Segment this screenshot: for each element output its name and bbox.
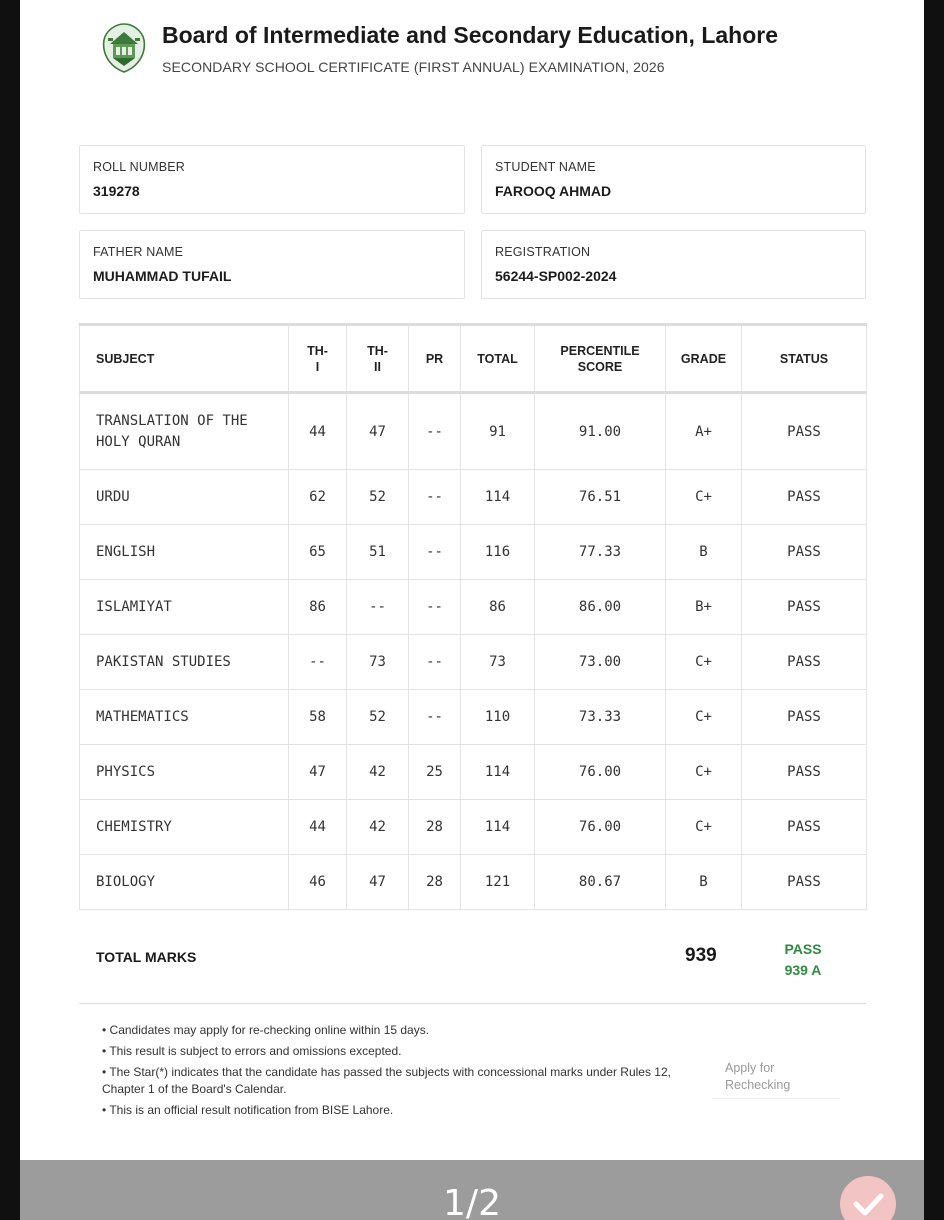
th2-cell: -- — [347, 580, 409, 635]
student-name-value: FAROOQ AHMAD — [495, 183, 612, 199]
total-marks-value: 939 — [685, 945, 717, 966]
subject-cell: CHEMISTRY — [80, 800, 289, 855]
col-percentile-line2: SCORE — [577, 359, 623, 374]
col-percentile-line1: PERCENTILE — [560, 343, 640, 358]
pr-cell: 28 — [409, 800, 461, 855]
grade-cell: B — [666, 855, 742, 910]
status-cell: PASS — [742, 635, 867, 690]
total-cell: 114 — [461, 745, 535, 800]
grade-cell: C+ — [666, 800, 742, 855]
pr-cell: 25 — [409, 745, 461, 800]
total-cell: 110 — [461, 690, 535, 745]
grade-cell: B+ — [666, 580, 742, 635]
status-cell: PASS — [742, 470, 867, 525]
roll-number-value: 319278 — [93, 183, 140, 199]
registration-value: 56244-SP002-2024 — [495, 268, 617, 284]
note-item: • This is an official result notification from BISE Lahore. — [102, 1102, 702, 1119]
status-cell: PASS — [742, 690, 867, 745]
percentile-cell: 73.33 — [535, 690, 666, 745]
pr-cell: -- — [409, 635, 461, 690]
subject-cell: TRANSLATION OF THE HOLY QURAN — [80, 393, 289, 470]
page-navigation-bar — [20, 1160, 924, 1220]
table-row — [80, 393, 867, 470]
total-marks-label: TOTAL MARKS — [96, 949, 197, 965]
results-table — [79, 323, 867, 910]
grade-cell: C+ — [666, 635, 742, 690]
percentile-cell: 76.00 — [535, 800, 666, 855]
result-page — [20, 0, 924, 1160]
note-item: • This result is subject to errors and omissions excepted. — [102, 1043, 702, 1060]
pr-cell: 28 — [409, 855, 461, 910]
col-grade: GRADE — [666, 325, 742, 393]
table-row — [80, 580, 867, 635]
total-cell: 73 — [461, 635, 535, 690]
grade-cell: B — [666, 525, 742, 580]
table-row — [80, 800, 867, 855]
father-name-label: FATHER NAME — [93, 245, 184, 259]
bise-lahore-emblem-icon — [102, 22, 146, 74]
col-total: TOTAL — [461, 325, 535, 393]
percentile-cell: 91.00 — [535, 393, 666, 470]
result-notes — [102, 1022, 702, 1123]
subject-cell: ISLAMIYAT — [80, 580, 289, 635]
percentile-cell: 86.00 — [535, 580, 666, 635]
page-indicator: 1/2 — [443, 1183, 501, 1220]
th1-cell: 62 — [289, 470, 347, 525]
col-th2-line1: TH- — [367, 343, 388, 358]
percentile-cell: 73.00 — [535, 635, 666, 690]
table-row — [80, 690, 867, 745]
roll-number-card — [79, 145, 465, 214]
th1-cell: 86 — [289, 580, 347, 635]
col-th1-line1: TH- — [307, 343, 328, 358]
board-title: Board of Intermediate and Secondary Education, Lahore — [162, 22, 779, 48]
th2-cell: 42 — [347, 800, 409, 855]
table-row — [80, 525, 867, 580]
confirm-button[interactable] — [840, 1176, 896, 1220]
total-cell: 114 — [461, 800, 535, 855]
total-cell: 116 — [461, 525, 535, 580]
apply-rechecking-button[interactable]: Apply for Rechecking — [713, 1058, 840, 1099]
percentile-cell: 76.51 — [535, 470, 666, 525]
table-row — [80, 855, 867, 910]
check-icon — [840, 1176, 896, 1220]
subject-cell: MATHEMATICS — [80, 690, 289, 745]
th1-cell: -- — [289, 635, 347, 690]
col-status: STATUS — [742, 325, 867, 393]
th2-cell: 73 — [347, 635, 409, 690]
col-th2 — [347, 325, 409, 393]
col-percentile — [535, 325, 666, 393]
th1-cell: 44 — [289, 800, 347, 855]
father-name-value: MUHAMMAD TUFAIL — [93, 268, 232, 284]
th1-cell: 44 — [289, 393, 347, 470]
table-row — [80, 745, 867, 800]
subject-cell: PHYSICS — [80, 745, 289, 800]
subject-cell: BIOLOGY — [80, 855, 289, 910]
father-name-card — [79, 230, 465, 299]
status-cell: PASS — [742, 525, 867, 580]
overall-grade-text: 939 A — [784, 962, 822, 978]
th1-cell: 46 — [289, 855, 347, 910]
pr-cell: -- — [409, 470, 461, 525]
col-th1 — [289, 325, 347, 393]
table-row — [80, 635, 867, 690]
pr-cell: -- — [409, 580, 461, 635]
student-name-card — [481, 145, 866, 214]
pr-cell: -- — [409, 525, 461, 580]
registration-label: REGISTRATION — [495, 245, 591, 259]
th2-cell: 42 — [347, 745, 409, 800]
roll-number-label: ROLL NUMBER — [93, 160, 186, 174]
table-header-row — [80, 325, 867, 393]
note-item: • The Star(*) indicates that the candidate has passed the subjects with concessional marks under Rules 12, Chapter 1 of the Board's Calendar. — [102, 1064, 702, 1098]
col-subject: SUBJECT — [80, 325, 289, 393]
exam-title: SECONDARY SCHOOL CERTIFICATE (FIRST ANNUAL) EXAMINATION, 2026 — [162, 59, 665, 75]
total-marks-row — [79, 928, 866, 1004]
th2-cell: 47 — [347, 393, 409, 470]
note-item: • Candidates may apply for re-checking online within 15 days. — [102, 1022, 702, 1039]
status-cell: PASS — [742, 580, 867, 635]
grade-cell: C+ — [666, 690, 742, 745]
status-cell: PASS — [742, 393, 867, 470]
grade-cell: C+ — [666, 470, 742, 525]
col-pr: PR — [409, 325, 461, 393]
total-cell: 91 — [461, 393, 535, 470]
student-name-label: STUDENT NAME — [495, 160, 596, 174]
overall-status-text: PASS — [784, 941, 822, 957]
overall-status — [763, 939, 843, 981]
total-cell: 114 — [461, 470, 535, 525]
grade-cell: A+ — [666, 393, 742, 470]
th1-cell: 47 — [289, 745, 347, 800]
col-th1-line2: I — [315, 359, 320, 374]
page-header — [102, 22, 862, 78]
status-cell: PASS — [742, 855, 867, 910]
table-row — [80, 470, 867, 525]
th1-cell: 58 — [289, 690, 347, 745]
grade-cell: C+ — [666, 745, 742, 800]
percentile-cell: 77.33 — [535, 525, 666, 580]
total-cell: 86 — [461, 580, 535, 635]
th2-cell: 47 — [347, 855, 409, 910]
pr-cell: -- — [409, 393, 461, 470]
percentile-cell: 76.00 — [535, 745, 666, 800]
subject-cell: ENGLISH — [80, 525, 289, 580]
th2-cell: 52 — [347, 470, 409, 525]
subject-cell: URDU — [80, 470, 289, 525]
total-cell: 121 — [461, 855, 535, 910]
registration-card — [481, 230, 866, 299]
status-cell: PASS — [742, 800, 867, 855]
th2-cell: 52 — [347, 690, 409, 745]
pr-cell: -- — [409, 690, 461, 745]
th1-cell: 65 — [289, 525, 347, 580]
status-cell: PASS — [742, 745, 867, 800]
th2-cell: 51 — [347, 525, 409, 580]
col-th2-line2: II — [374, 359, 381, 374]
percentile-cell: 80.67 — [535, 855, 666, 910]
subject-cell: PAKISTAN STUDIES — [80, 635, 289, 690]
